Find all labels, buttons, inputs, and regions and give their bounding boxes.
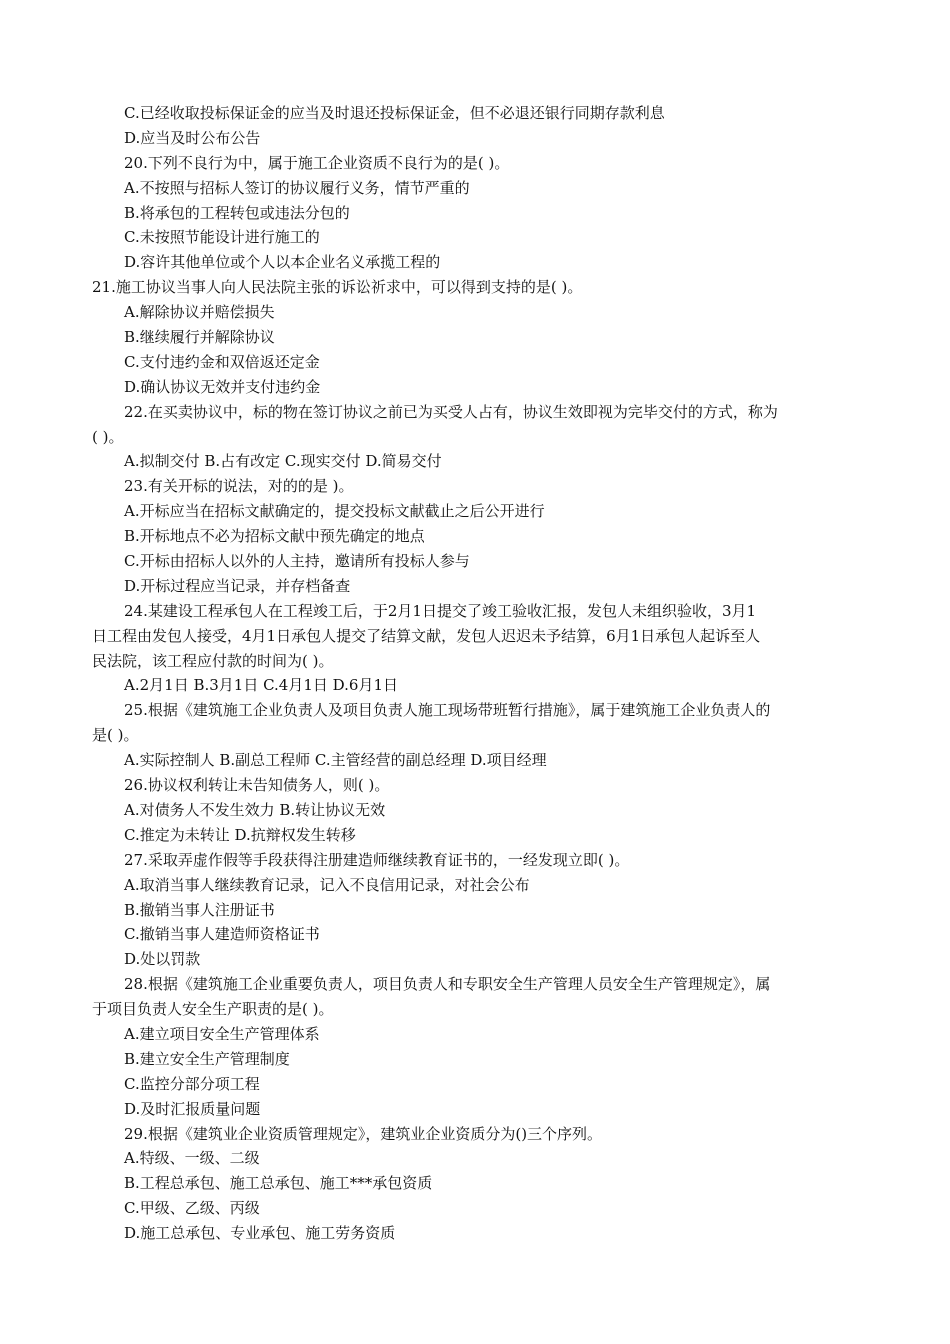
exam-content — [92, 101, 862, 1246]
answer-option-line: A.2月1日 B.3月1日 C.4月1日 D.6月1日 — [124, 676, 399, 695]
answer-option-line: D.容许其他单位或个人以本企业名义承揽工程的 — [124, 253, 441, 272]
answer-option-line: A.拟制交付 B.占有改定 C.现实交付 D.简易交付 — [124, 452, 442, 471]
question-line: 26.协议权利转让未告知债务人，则( )。 — [124, 776, 390, 795]
answer-option-line: D.开标过程应当记录，并存档备查 — [124, 576, 351, 595]
answer-option-line: C.推定为未转让 D.抗辩权发生转移 — [124, 825, 356, 844]
answer-option-line: C.已经收取投标保证金的应当及时退还投标保证金，但不必退还银行同期存款利息 — [124, 104, 665, 122]
answer-option-line: B.开标地点不必为招标文献中预先确定的地点 — [124, 527, 425, 546]
question-line: 25.根据《建筑施工企业负责人及项目负责人施工现场带班暂行措施》，属于建筑施工企业负责人的 — [124, 701, 771, 720]
answer-option-line: D.确认协议无效并支付违约金 — [124, 377, 321, 396]
answer-option-line: C.甲级、乙级、丙级 — [124, 1199, 260, 1218]
question-line: 20.下列不良行为中，属于施工企业资质不良行为的是( )。 — [124, 153, 510, 172]
answer-option-line: B.建立安全生产管理制度 — [124, 1049, 290, 1068]
question-line: 27.采取弄虚作假等手段获得注册建造师继续教育证书的，一经发现立即( )。 — [124, 850, 630, 869]
answer-option-line: A.实际控制人 B.副总工程师 C.主管经营的副总经理 D.项目经理 — [124, 751, 547, 770]
question-continuation-line: 日工程由发包人接受，4月1日承包人提交了结算文献，发包人迟迟未予结算，6月1日承包人起诉至人 — [92, 626, 761, 645]
question-line: 21.施工协议当事人向人民法院主张的诉讼祈求中，可以得到支持的是( )。 — [92, 278, 583, 297]
answer-option-line: D.及时汇报质量问题 — [124, 1099, 261, 1118]
answer-option-line: B.继续履行并解除协议 — [124, 328, 275, 347]
question-line: 29.根据《建筑业企业资质管理规定》，建筑业企业资质分为()三个序列。 — [124, 1124, 603, 1143]
question-line: 24.某建设工程承包人在工程竣工后，于2月1日提交了竣工验收汇报，发包人未组织验收，3月1 — [124, 601, 757, 620]
answer-option-line: A.取消当事人继续教育记录，记入不良信用记录，对社会公布 — [124, 875, 530, 894]
answer-option-line: C.支付违约金和双倍返还定金 — [124, 352, 320, 371]
answer-option-line: D.施工总承包、专业承包、施工劳务资质 — [124, 1224, 396, 1243]
answer-option-line: C.未按照节能设计进行施工的 — [124, 228, 320, 247]
question-continuation-line: 是( )。 — [92, 726, 139, 745]
question-line: 23.有关开标的说法，对的的是 )。 — [124, 477, 354, 496]
question-line: 28.根据《建筑施工企业重要负责人，项目负责人和专职安全生产管理人员安全生产管理规定》，属 — [124, 975, 771, 994]
answer-option-line: B.将承包的工程转包或违法分包的 — [124, 203, 350, 222]
answer-option-line: D.处以罚款 — [124, 950, 201, 969]
question-line: 22.在买卖协议中，标的物在签订协议之前已为买受人占有，协议生效即视为完毕交付的方式，称为 — [124, 402, 778, 421]
answer-option-line: B.工程总承包、施工总承包、施工***承包资质 — [124, 1174, 433, 1193]
answer-option-line: C.开标由招标人以外的人主持，邀请所有投标人参与 — [124, 552, 470, 571]
answer-option-line: A.特级、一级、二级 — [124, 1149, 260, 1168]
answer-option-line: C.撤销当事人建造师资格证书 — [124, 925, 320, 944]
answer-option-line: A.解除协议并赔偿损失 — [124, 303, 275, 322]
answer-option-line: A.不按照与招标人签订的协议履行义务，情节严重的 — [124, 178, 470, 197]
answer-option-line: D.应当及时公布公告 — [124, 128, 261, 147]
question-continuation-line: 民法院，该工程应付款的时间为( )。 — [92, 651, 334, 670]
answer-option-line: A.建立项目安全生产管理体系 — [124, 1024, 320, 1043]
answer-option-line: C.监控分部分项工程 — [124, 1074, 260, 1093]
answer-option-line: A.对债务人不发生效力 B.转让协议无效 — [124, 800, 386, 819]
question-continuation-line: ( )。 — [92, 427, 124, 446]
answer-option-line: A.开标应当在招标文献确定的，提交投标文献截止之后公开进行 — [124, 502, 545, 521]
question-continuation-line: 于项目负责人安全生产职责的是( )。 — [92, 1000, 334, 1019]
answer-option-line: B.撤销当事人注册证书 — [124, 900, 275, 919]
